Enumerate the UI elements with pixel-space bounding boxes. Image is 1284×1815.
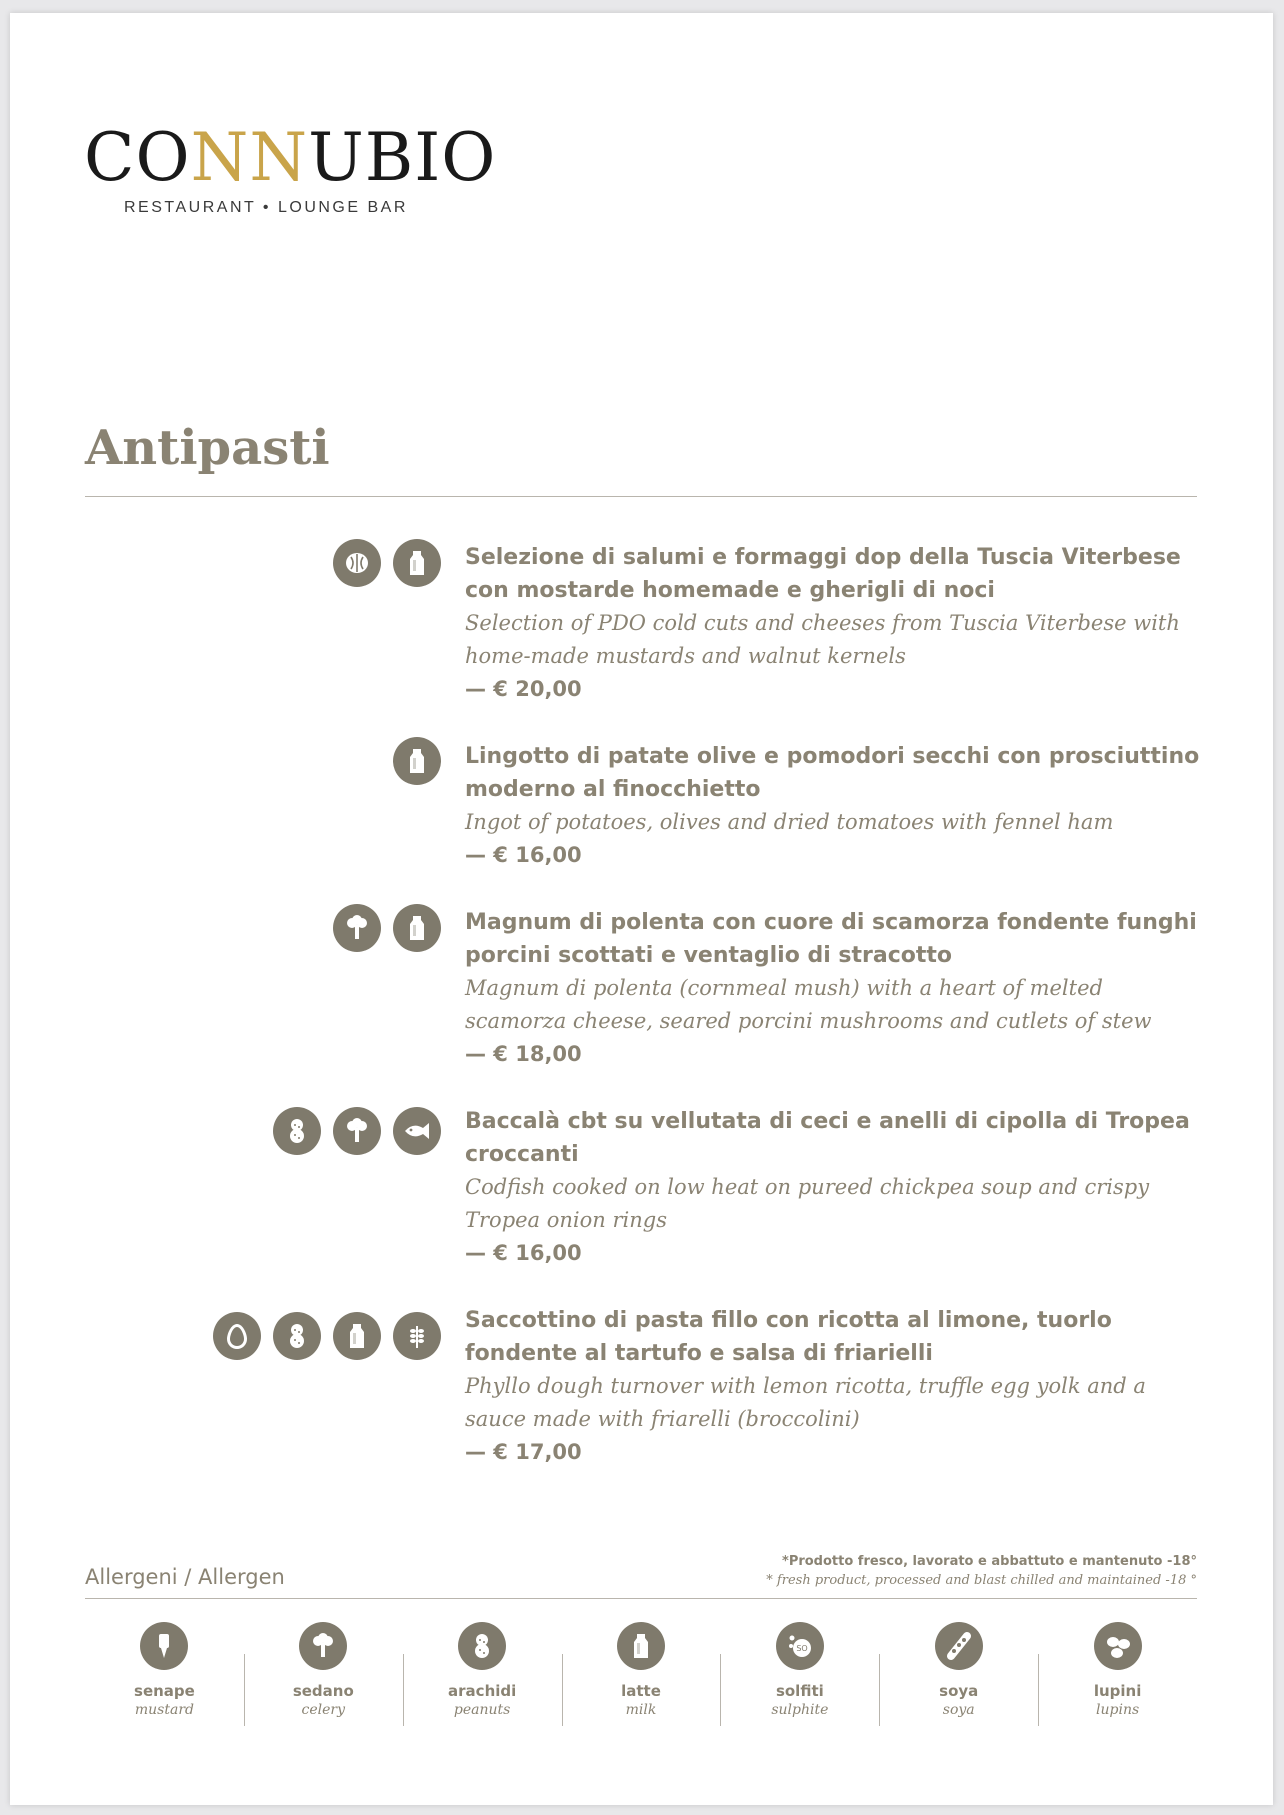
- item-title: Magnum di polenta con cuore di scamorza fondente funghi porcini scottati e ventaglio di stracotto: [465, 910, 1197, 968]
- allergen-name-it: latte: [621, 1682, 661, 1700]
- milk-icon: [393, 737, 441, 785]
- milk-icon: [617, 1622, 665, 1670]
- allergen-entry: [562, 1622, 721, 1720]
- lupins-icon: [1094, 1622, 1142, 1670]
- menu-item: [465, 1105, 1205, 1270]
- allergen-name-en: celery: [301, 1702, 346, 1718]
- allergen-entry: [244, 1622, 403, 1720]
- allergen-name-it: lupini: [1093, 1682, 1142, 1700]
- allergen-legend-title: Allergeni / Allergen: [85, 1565, 285, 1589]
- gluten-icon: [393, 1312, 441, 1360]
- milk-icon: [393, 539, 441, 587]
- allergen-divider: [85, 1598, 1197, 1599]
- allergen-icons: [273, 1107, 441, 1155]
- menu-item: [465, 906, 1205, 1071]
- allergen-entry: [720, 1622, 879, 1720]
- section-divider: [85, 496, 1197, 497]
- logo-wordmark: [84, 119, 497, 196]
- allergen-entry: [85, 1622, 244, 1720]
- allergen-name-it: sedano: [292, 1682, 354, 1700]
- allergen-name-en: milk: [625, 1702, 657, 1718]
- svg-text:SO: SO: [796, 1644, 808, 1653]
- allergen-entry: [879, 1622, 1038, 1720]
- peanut-icon: [273, 1107, 321, 1155]
- item-description: Phyllo dough turnover with lemon ricotta, truffle egg yolk and a sauce made with friarelli (broccolini): [465, 1374, 1146, 1431]
- item-description: Ingot of potatoes, olives and dried tomatoes with fennel ham: [465, 810, 1114, 834]
- item-title: Saccottino di pasta fillo con ricotta al limone, tuorlo fondente al tartufo e salsa di friarielli: [465, 1308, 1112, 1366]
- milk-icon: [333, 1312, 381, 1360]
- logo-text-mark: NN: [190, 119, 309, 196]
- item-description: Selection of PDO cold cuts and cheeses from Tuscia Viterbese with home-made mustards and walnut kernels: [465, 611, 1180, 668]
- allergen-icons: [393, 737, 441, 785]
- celery-icon: [333, 1107, 381, 1155]
- egg-icon: [213, 1312, 261, 1360]
- note-italian: *Prodotto fresco, lavorato e abbattuto e mantenuto -18°: [782, 1554, 1197, 1569]
- allergen-entry: [403, 1622, 562, 1720]
- section-title: Antipasti: [85, 420, 330, 476]
- item-title: Selezione di salumi e formaggi dop della Tuscia Viterbese con mostarde homemade e gherigli di noci: [465, 545, 1181, 603]
- logo-text-start: CO: [84, 119, 191, 196]
- item-price: — € 17,00: [465, 1440, 582, 1464]
- menu-item: [465, 740, 1205, 872]
- logo-text-end: UBIO: [308, 119, 497, 196]
- fish-icon: [393, 1107, 441, 1155]
- item-description: Codfish cooked on low heat on pureed chickpea soup and crispy Tropea onion rings: [465, 1175, 1150, 1232]
- peanut-icon: [273, 1312, 321, 1360]
- logo-tagline: RESTAURANT • LOUNGE BAR: [124, 199, 408, 216]
- allergen-name-it: arachidi: [448, 1682, 517, 1700]
- note-english: * fresh product, processed and blast chilled and maintained -18 °: [766, 1573, 1197, 1588]
- allergen-icons: [333, 539, 441, 587]
- menu-item: [465, 1304, 1205, 1469]
- logo: [84, 119, 497, 217]
- item-price: — € 16,00: [465, 1241, 582, 1265]
- item-price: — € 16,00: [465, 843, 582, 867]
- allergen-legend: [85, 1622, 1197, 1720]
- item-price: — € 20,00: [465, 677, 582, 701]
- allergen-icons: [333, 904, 441, 952]
- allergen-icons: [213, 1312, 441, 1360]
- allergen-entry: [1038, 1622, 1197, 1720]
- item-title: Lingotto di patate olive e pomodori secchi con prosciuttino moderno al finocchietto: [465, 744, 1200, 802]
- milk-icon: [393, 904, 441, 952]
- sulphite-icon: [776, 1622, 824, 1670]
- mustard-icon: [140, 1622, 188, 1670]
- allergen-name-en: peanuts: [453, 1702, 511, 1718]
- allergen-name-en: sulphite: [771, 1702, 829, 1718]
- allergen-name-en: soya: [942, 1702, 975, 1718]
- item-title: Baccalà cbt su vellutata di ceci e anelli di cipolla di Tropea croccanti: [465, 1109, 1190, 1167]
- allergen-name-it: solfiti: [775, 1682, 824, 1700]
- walnut-icon: [333, 539, 381, 587]
- item-price: — € 18,00: [465, 1042, 582, 1066]
- allergen-name-it: senape: [134, 1682, 195, 1700]
- allergen-name-it: soya: [939, 1682, 979, 1700]
- soya-icon: [935, 1622, 983, 1670]
- menu-item: [465, 541, 1205, 706]
- allergen-name-en: lupins: [1096, 1702, 1140, 1718]
- peanut-icon: [458, 1622, 506, 1670]
- allergen-name-en: mustard: [134, 1702, 194, 1718]
- celery-icon: [333, 904, 381, 952]
- celery-icon: [299, 1622, 347, 1670]
- item-description: Magnum di polenta (cornmeal mush) with a heart of melted scamorza cheese, seared porcini mushrooms and cutlets of stew: [465, 976, 1152, 1033]
